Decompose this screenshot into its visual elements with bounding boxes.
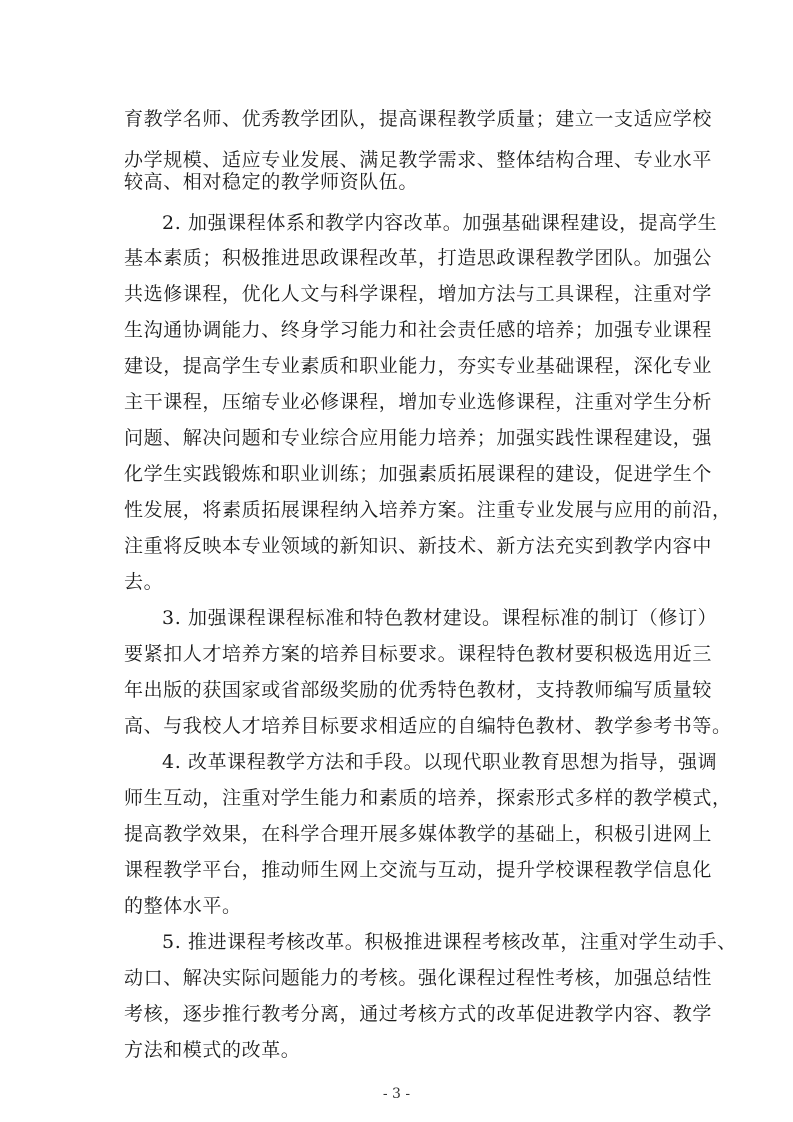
text-line: 去。 <box>124 571 164 593</box>
text-line: 高、与我校人才培养目标要求相适应的自编特色教材、教学参考书等。 <box>124 715 732 737</box>
text-line: 生沟通协调能力、终身学习能力和社会责任感的培养；加强专业课程 <box>124 319 713 341</box>
text-line: 问题、解决问题和专业综合应用能力培养；加强实践性课程建设，强 <box>124 427 713 449</box>
text-line: 育教学名师、优秀教学团队，提高课程教学质量；建立一支适应学校 <box>124 108 713 130</box>
text-line: 主干课程，压缩专业必修课程，增加专业选修课程，注重对学生分析 <box>124 391 713 413</box>
text-line: 考核，逐步推行教考分离，通过考核方式的改革促进教学内容、教学 <box>124 1003 713 1025</box>
section-4-heading-line: 4. 改革课程教学方法和手段。以现代职业教育思想为指导，强调 <box>162 751 718 773</box>
text-line: 方法和模式的改革。 <box>124 1039 301 1061</box>
text-line: 的整体水平。 <box>124 895 242 917</box>
text-line: 办学规模、适应专业发展、满足教学需求、整体结构合理、专业水平 <box>124 149 713 171</box>
text-line: 师生互动，注重对学生能力和素质的培养，探索形式多样的教学模式， <box>124 787 732 809</box>
text-line: 化学生实践锻炼和职业训练；加强素质拓展课程的建设，促进学生个 <box>124 463 713 485</box>
text-line: 动口、解决实际问题能力的考核。强化课程过程性考核，加强总结性 <box>124 967 713 989</box>
text-line: 注重将反映本专业领域的新知识、新技术、新方法充实到教学内容中 <box>124 535 713 557</box>
text-line: 共选修课程，优化人文与科学课程，增加方法与工具课程，注重对学 <box>124 283 713 305</box>
section-5-heading-line: 5. 推进课程考核改革。积极推进课程考核改革，注重对学生动手、 <box>162 931 737 953</box>
text-line: 年出版的获国家或省部级奖励的优秀特色教材，支持教师编写质量较 <box>124 679 713 701</box>
text-line: 性发展，将素质拓展课程纳入培养方案。注重专业发展与应用的前沿， <box>124 499 732 521</box>
text-line: 基本素质；积极推进思政课程改革，打造思政课程教学团队。加强公 <box>124 247 713 269</box>
text-line: 较高、相对稳定的教学师资队伍。 <box>124 171 419 193</box>
section-3-heading-line: 3. 加强课程课程标准和特色教材建设。课程标准的制订（修订） <box>162 607 718 629</box>
text-line: 课程教学平台，推动师生网上交流与互动，提升学校课程教学信息化 <box>124 859 713 881</box>
text-line: 提高教学效果，在科学合理开展多媒体教学的基础上，积极引进网上 <box>124 823 713 845</box>
text-line: 要紧扣人才培养方案的培养目标要求。课程特色教材要积极选用近三 <box>124 643 713 665</box>
page-number: - 3 - <box>382 1086 411 1102</box>
section-2-heading-line: 2. 加强课程体系和教学内容改革。加强基础课程建设，提高学生 <box>162 212 718 234</box>
text-line: 建设，提高学生专业素质和职业能力，夯实专业基础课程，深化专业 <box>124 355 713 377</box>
